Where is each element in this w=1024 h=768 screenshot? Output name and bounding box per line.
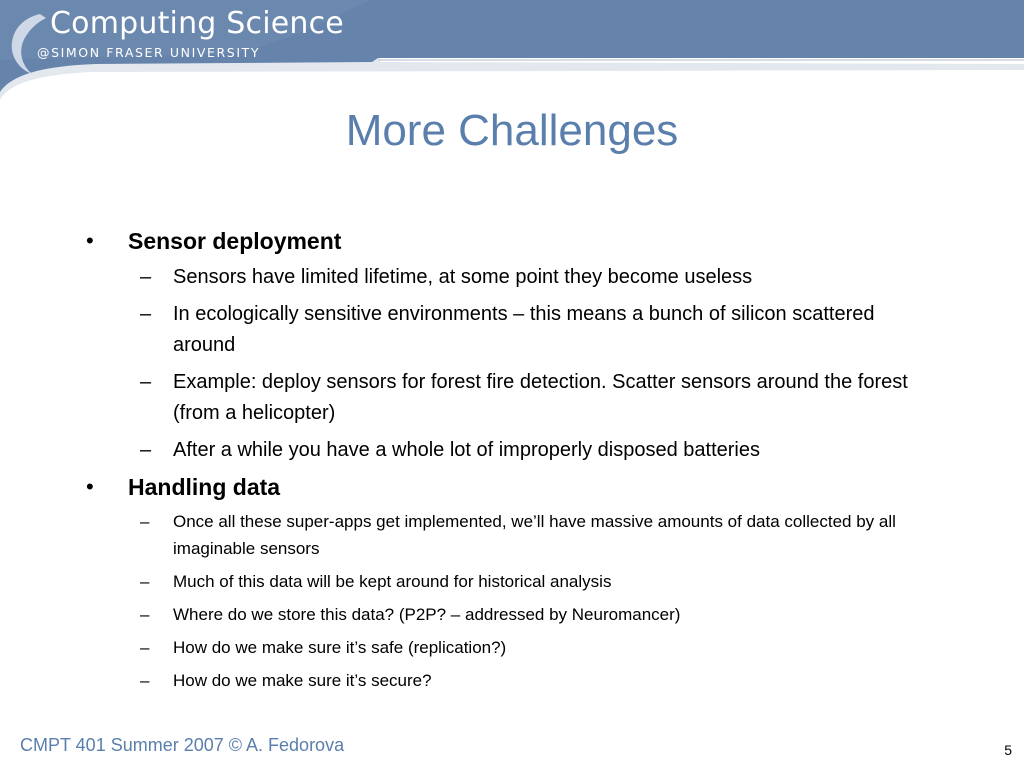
sub-bullet-text: Sensors have limited lifetime, at some point they become useless [173,266,753,288]
dash-marker: – [140,671,150,690]
dash-marker: – [140,371,152,393]
sub-bullet [140,568,966,595]
dash-marker: – [140,266,152,288]
sub-bullet [140,667,966,694]
sub-bullet [140,262,966,293]
brand-subtitle: @SIMON FRASER UNIVERSITY [37,45,261,60]
sub-bullet-text: In ecologically sensitive environments – this means a bunch of silicon scattered around [173,303,875,356]
dash-marker: – [140,439,152,461]
sub-bullet [140,601,966,628]
sub-bullet [140,435,966,466]
slide-title: More Challenges [345,106,679,155]
bullet-handling-data [86,472,966,502]
sub-bullet-text: Much of this data will be kept around for historical analysis [173,572,612,591]
bullet-marker: • [86,474,94,499]
dash-marker: – [140,572,150,591]
sub-bullet-text: How do we make sure it’s secure? [173,671,432,690]
sub-bullet-text: Example: deploy sensors for forest fire detection. Scatter sensors around the forest (from a helicopter) [173,371,908,424]
slide-content [86,220,966,694]
bullet-marker: • [86,228,94,253]
bullet-heading: Sensor deployment [128,228,342,254]
page-number: 5 [1004,742,1012,758]
sub-bullet-text: Once all these super-apps get implemented, we’ll have massive amounts of data collected by all imaginable sensors [173,512,896,558]
dash-marker: – [140,605,150,624]
bullet-heading: Handling data [128,474,281,500]
sub-bullet [140,634,966,661]
dash-marker: – [140,512,150,531]
sub-bullet-text: How do we make sure it’s safe (replication?) [173,638,507,657]
brand-title: Computing Science [50,6,344,41]
sub-bullet [140,299,966,361]
sub-bullet [140,508,966,562]
dash-marker: – [140,303,152,325]
sub-bullet-text: Where do we store this data? (P2P? – addressed by Neuromancer) [173,605,681,624]
sub-bullet [140,367,966,429]
sub-bullet-text: After a while you have a whole lot of improperly disposed batteries [173,439,760,461]
dash-marker: – [140,638,150,657]
bullet-sensor-deployment [86,226,966,256]
footer-course: CMPT 401 Summer 2007 © A. Fedorova [20,735,345,755]
